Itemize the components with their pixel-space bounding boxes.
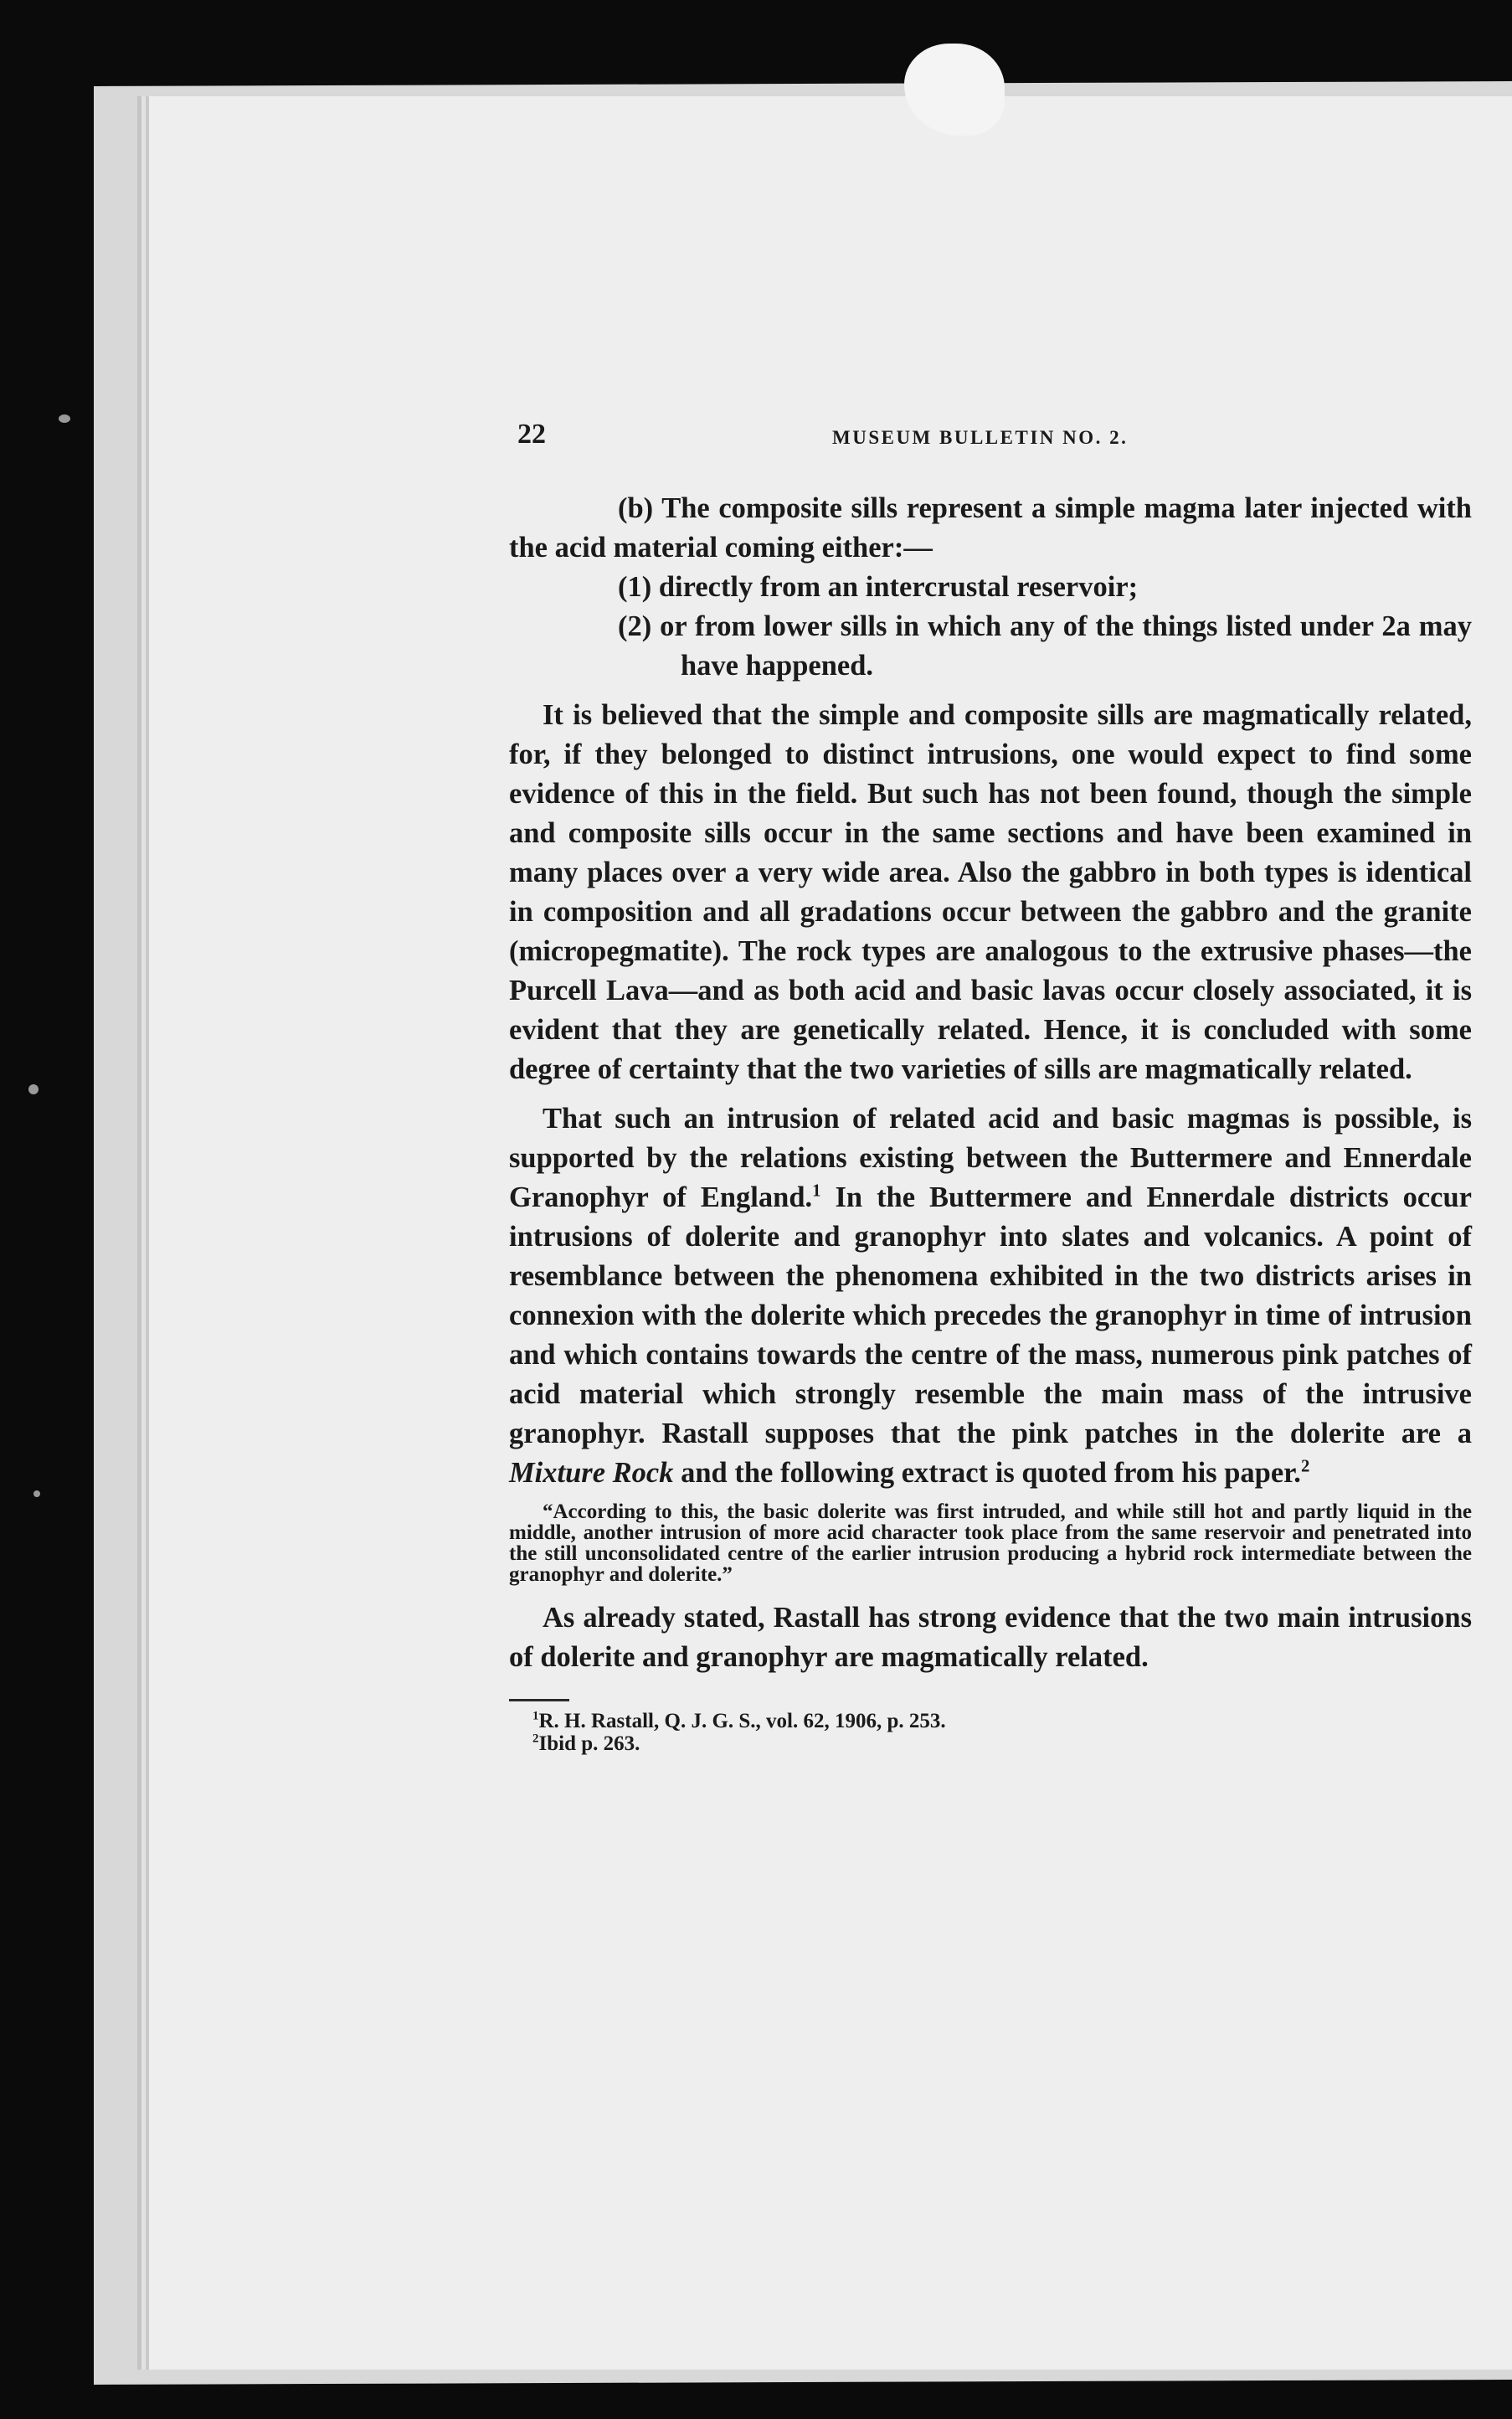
footnote-reference: 1	[812, 1181, 821, 1201]
footnote	[509, 1710, 1472, 1732]
footnote-text: Ibid p. 263.	[538, 1732, 640, 1755]
item-b-paragraph: (b) The composite sills represent a simple magma later injected with the acid material coming either:—	[509, 492, 1472, 564]
footnote	[509, 1732, 1472, 1755]
body-paragraph	[509, 1099, 1472, 1493]
footnote-mark: 2	[532, 1732, 539, 1746]
list-item: (2) or from lower sills in which any of the things listed under 2a may have happened.	[618, 610, 1472, 682]
footnote-reference: 2	[1300, 1457, 1310, 1476]
paragraph-text: and the following extract is quoted from his paper.	[673, 1457, 1301, 1489]
footnote-divider	[509, 1699, 569, 1701]
italic-term: Mixture Rock	[509, 1457, 674, 1489]
list-item: (1) directly from an intercrustal reservoir;	[618, 571, 1139, 603]
page-content	[509, 419, 1472, 1755]
page-edge	[141, 100, 145, 2369]
paragraph-text: In the Buttermere and Ennerdale districts occur intrusions of dolerite and granophyr into slates and volcanics. A point of resemblance between the phenomena exhibited in the two districts arises in connexion with the dolerite which precedes the granophyr in time of intrusion and which contains towards the centre of the mass, numerous pink patches of acid material which strongly resemble the main mass of the intrusive granophyr. Rastall supposes that the pink patches in the dolerite are a	[509, 1181, 1472, 1449]
footnote-mark: 1	[532, 1709, 539, 1723]
page-number: 22	[517, 419, 546, 450]
running-head	[509, 419, 1472, 461]
body-paragraph: It is believed that the simple and composite sills are magmatically related, for, if they belonged to distinct intrusions, one would expect to find some evidence of this in the field. But such has not been found, though the simple and composite sills occur in the same sections and have been examined in many places over a very wide area. Also the gabbro in both types is identical in composition and all gradations occur between the gabbro and the granite (micropegmatite). The rock types are analogous to the extrusive phases—the Purcell Lava—and as both acid and basic lavas occur closely associated, it is evident that they are genetically related. Hence, it is concluded with some degree of certainty that the two varieties of sills are magmatically related.	[509, 699, 1472, 1085]
running-title: MUSEUM BULLETIN NO. 2.	[832, 427, 1129, 448]
block-quote: “According to this, the basic dolerite was first intruded, and while still hot and partly liquid in the middle, another intrusion of more acid character took place from the same reservoir and penetrated into the still unconsolidated centre of the earlier intrusion producing a hybrid rock intermediate between the granophyr and dolerite.”	[509, 1500, 1472, 1586]
scan-speck	[59, 414, 70, 423]
footnote-text: R. H. Rastall, Q. J. G. S., vol. 62, 1906, p. 253.	[538, 1710, 946, 1732]
paragraph-text: That such an intrusion of related acid and basic magmas is possible, is supported by the relations existing between the Buttermere and Ennerdale Granophyr of England.	[509, 1103, 1472, 1213]
body-paragraph: As already stated, Rastall has strong evidence that the two main intrusions of dolerite and granophyr are magmatically related.	[509, 1602, 1472, 1673]
scan-speck	[33, 1490, 40, 1497]
scan-speck	[28, 1084, 39, 1094]
